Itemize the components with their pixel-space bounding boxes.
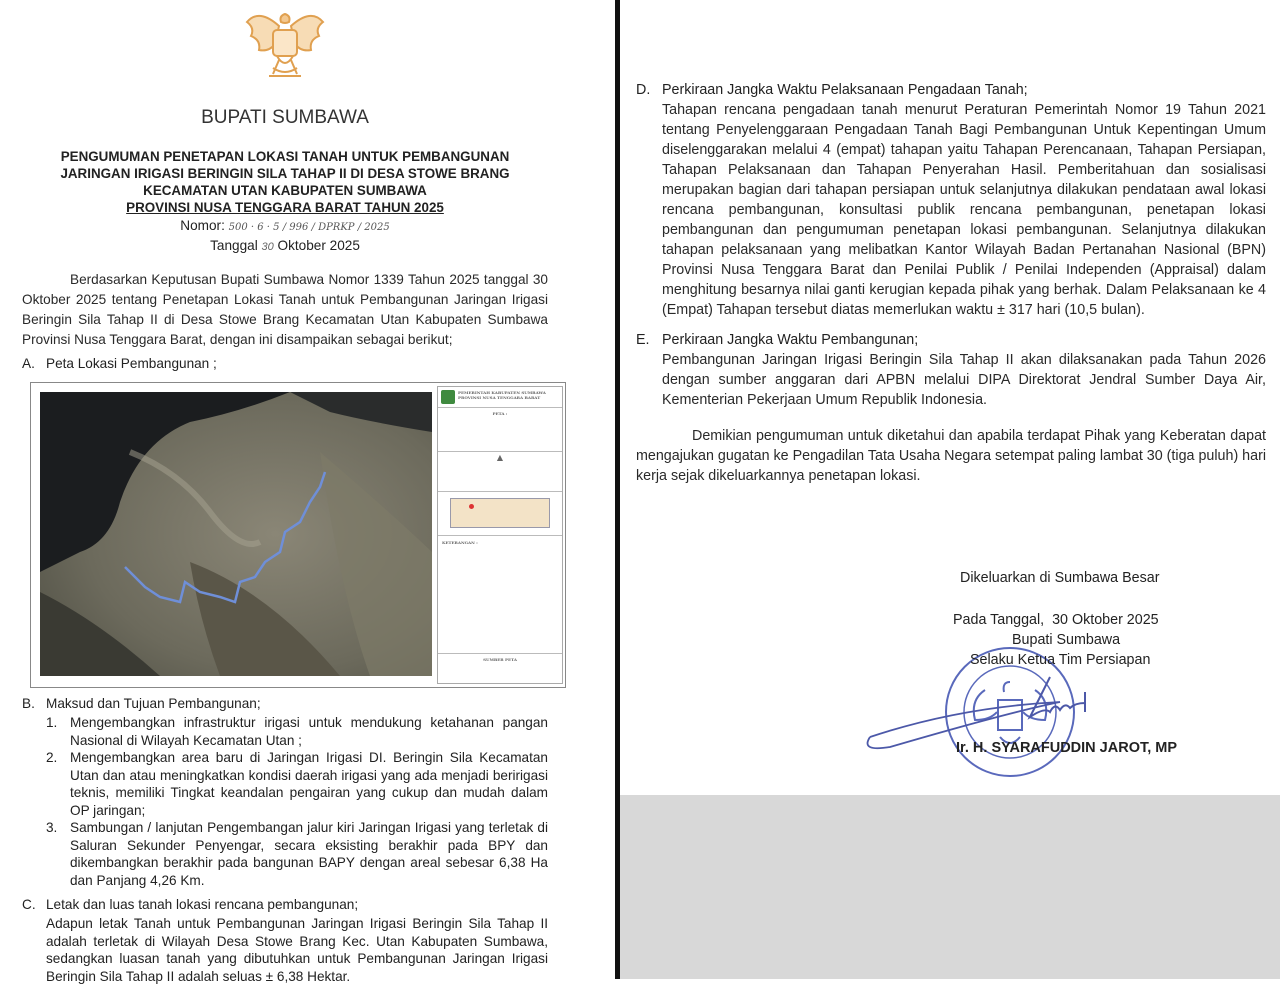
- signatory-position: Bupati Sumbawa: [1012, 632, 1121, 648]
- item-number: 1.: [46, 715, 58, 730]
- section-c-text: Adapun letak Tanah untuk Pembangunan Jaringan Irigasi Beringin Sila Tahap II adalah terletak di Wilayah Desa Stowe Brang Kec. Utan Kabupaten Sumbawa, sedangkan luasan tanah yang dibutuhkan untuk Pembangunan Jaringan Irigasi Beringin Sila Tahap II adalah seluas ± 6,38 Hektar.: [46, 916, 548, 984]
- north-arrow-icon: ▲: [438, 452, 562, 492]
- section-d-heading: [636, 80, 1266, 100]
- section-title: Perkiraan Jangka Waktu Pembangunan;: [662, 332, 919, 348]
- title-line: KECAMATAN UTAN KABUPATEN SUMBAWA: [143, 183, 427, 198]
- closing-paragraph: Demikian pengumuman untuk diketahui dan apabila terdapat Pihak yang Keberatan dapat mengajukan gugatan ke Pengadilan Tata Usaha Negara setempat paling lambat 30 (tiga puluh) hari kerja sejak dikeluarkannya penetapan lokasi.: [636, 428, 1267, 484]
- right-page: [620, 0, 1280, 795]
- issuer-header: BUPATI SUMBAWA: [201, 107, 369, 128]
- title-line: PENGUMUMAN PENETAPAN LOKASI TANAH UNTUK PEMBANGUNAN: [60, 149, 510, 164]
- purpose-list: [46, 714, 548, 889]
- section-d-text: Tahapan rencana pengadaan tanah menurut Peraturan Pemerintah Nomor 19 Tahun 2021 tentang Penyelenggaraan Pengadaan Tanah Bagi Pembangunan Untuk Kepentingan Umum diselenggarakan melalui 4 (empat) tahapan yaitu Tahapan Perencanaan, Tahapan Persiapan, Tahapan Pelaksanaan dan Tahapan Penyerahan Hasil. Pemberitahuan dan sosialisasi merupakan bagian dari tahapan persiapan untuk selanjutnya dilakukan pendataan awal lokasi rencana pembangunan, konsultasi publik rencana pembangunan, penetapan lokasi pembangunan dan pengumuman penetapan lokasi pembangunan. Selanjutnya dilakukan tahapan pelaksanaan yang melibatkan Kantor Wilayah Badan Pertanahan Nasional (BPN) Provinsi Nusa Tenggara Barat dan Penilai Publik / Penilai Independen (Appraisal) dalam menghitung besarnya nilai ganti kerugian kepada pihak yang berhak. Dalam Pelaksanaan ke 4 (Empat) Tahapan tersebut diatas memerlukan waktu ± 317 hari (10,5 bulan).: [662, 102, 1266, 318]
- title-line: PROVINSI NUSA TENGGARA BARAT TAHUN 2025: [126, 200, 444, 215]
- title-line: JARINGAN IRIGASI BERINGIN SILA TAHAP II DI DESA STOWE BRANG: [60, 166, 510, 181]
- satellite-map: [40, 392, 432, 676]
- section-letter: E.: [636, 332, 650, 348]
- left-content: [22, 106, 548, 985]
- garuda-emblem-icon: [243, 6, 328, 88]
- signature-block: [920, 568, 1260, 758]
- intro-paragraph: Berdasarkan Keputusan Bupati Sumbawa Nomor 1339 Tahun 2025 tanggal 30 Oktober 2025 tentang Penetapan Lokasi Tanah untuk Pembangunan Jaringan Irigasi Beringin Sila Tahap II di Desa Stowe Brang Kecamatan Utan Kabupaten Sumbawa Provinsi Nusa Tenggara Barat, dengan ini disampaikan sebagai berikut;: [22, 272, 548, 347]
- item-text: Mengembangkan area baru di Jaringan Irigasi DI. Beringin Sila Kecamatan Utan dan atau meningkatkan kondisi daerah irigasi yang ada menjadi beririgasi teknis, memiliki Tingkat keandalan pengairan yang cukup dan mudah dalam OP jaringan;: [70, 750, 548, 818]
- tanggal-day: 30: [261, 241, 274, 253]
- tanggal-label: Tanggal: [210, 238, 258, 253]
- tanggal-rest: Oktober 2025: [277, 238, 360, 253]
- section-title: Perkiraan Jangka Waktu Pelaksanaan Pengadaan Tanah;: [662, 82, 1028, 98]
- legend-peta: PETA :: [438, 408, 562, 452]
- item-text: Sambungan / lanjutan Pengembangan jalur kiri Jaringan Irigasi yang terletak di Saluran Sekunder Penyengar, secara eksisting berakhir pada BPY dan dikembangkan berakhir pada bangunan BAPY dengan areal sebesar 6,38 Ha dan Panjang 4,26 Km.: [70, 820, 548, 888]
- document-date: [22, 237, 548, 256]
- empty-background: [620, 795, 1280, 979]
- section-letter: D.: [636, 82, 651, 98]
- section-a-heading: [22, 354, 548, 374]
- signatory-name: Ir. H. SYARAFUDDIN JAROT, MP: [956, 740, 1178, 756]
- nomor-value: 500 · 6 · 5 / 996 / DPRKP / 2025: [228, 222, 390, 233]
- section-e-heading: [636, 330, 1266, 350]
- section-letter: B.: [22, 696, 35, 711]
- nomor-label: Nomor:: [180, 218, 225, 233]
- section-b-heading: [22, 694, 548, 714]
- right-content: [636, 80, 1266, 486]
- section-title: Peta Lokasi Pembangunan ;: [46, 356, 217, 371]
- section-letter: A.: [22, 356, 35, 371]
- legend-sumber: SUMBER PETA: [483, 657, 517, 662]
- map-legend: [437, 386, 563, 684]
- item-text: Mengembangkan infrastruktur irigasi untuk mendukung ketahanan pangan Nasional di Wilayah Kecamatan Utan ;: [70, 715, 548, 748]
- section-title: Letak dan luas tanah lokasi rencana pembangunan;: [46, 897, 359, 912]
- section-e-text: Pembangunan Jaringan Irigasi Beringin Sila Tahap II akan dilaksanakan pada Tahun 2026 dengan sumber anggaran dari APBN melalui DIPA Direktorat Jendral Sumber Daya Air, Kementerian Pekerjaan Umum Republik Indonesia.: [662, 352, 1266, 408]
- inset-map: [438, 492, 562, 536]
- legend-keterangan: KETERANGAN :: [438, 536, 562, 654]
- signatory-role: Selaku Ketua Tim Persiapan: [970, 652, 1151, 668]
- legend-header: [438, 387, 562, 408]
- issued-place: Dikeluarkan di Sumbawa Besar: [960, 570, 1160, 586]
- section-title: Maksud dan Tujuan Pembangunan;: [46, 696, 261, 711]
- section-letter: C.: [22, 897, 36, 912]
- signature-date: Pada Tanggal, 30 Oktober 2025: [953, 612, 1159, 628]
- list-item: [46, 819, 548, 889]
- legend-org: PEMERINTAH KABUPATEN SUMBAWA PROVINSI NUSA TENGGARA BARAT: [458, 390, 546, 400]
- list-item: [46, 714, 548, 749]
- item-number: 3.: [46, 820, 58, 835]
- document-number: [22, 217, 548, 237]
- location-map: [30, 382, 566, 688]
- section-c-heading: [22, 895, 548, 915]
- item-number: 2.: [46, 750, 58, 765]
- left-page: [0, 0, 615, 984]
- list-item: [46, 749, 548, 819]
- announcement-title: [22, 148, 548, 216]
- regency-logo-icon: [441, 390, 455, 404]
